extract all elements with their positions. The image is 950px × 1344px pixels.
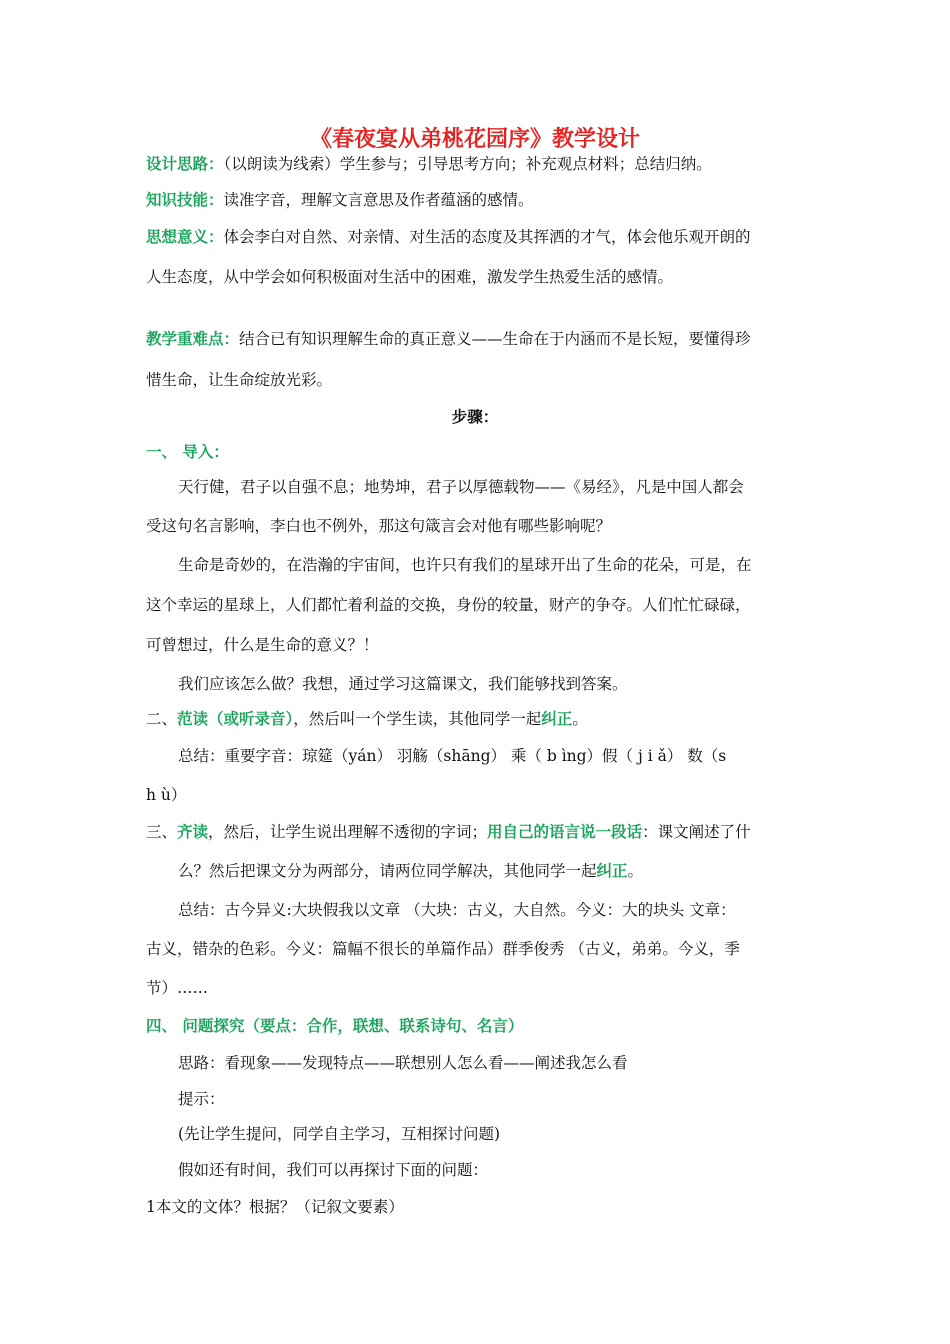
step3-summary-line2: 古义，错杂的色彩。今义：篇幅不很长的单篇作品）群季俊秀 （古义，弟弟。今义，季 [146, 940, 740, 958]
step3-highlight-3: 纠正 [596, 861, 628, 880]
step1-heading: 一、 导入： [146, 442, 229, 461]
knowledge-line [146, 188, 534, 210]
step3-text-1: ，然后，让学生说出理解不透彻的字词； [208, 823, 488, 841]
step2-number: 二、 [146, 710, 178, 728]
step3-highlight-1: 齐读 [177, 822, 209, 841]
design-idea-text: （以朗读为线索）学生参与；引导思考方向；补充观点材料；总结归纳。 [223, 155, 712, 173]
key-point-text-1: 结合已有知识理解生命的真正意义——生命在于内涵而不是长短，要懂得珍 [239, 330, 751, 348]
step1-paragraph1-line1: 天行健，君子以自强不息；地势坤，君子以厚德载物——《易经》，凡是中国人都会 [178, 478, 744, 496]
design-idea-line [146, 152, 712, 174]
step2-text-1: ，然后叫一个学生读，其他同学一起 [293, 710, 542, 728]
step1-paragraph2-line1: 生命是奇妙的，在浩瀚的宇宙间，也许只有我们的星球开出了生命的花朵，可是，在 [178, 556, 752, 574]
step4-extra: 假如还有时间，我们可以再探讨下面的问题： [178, 1161, 489, 1179]
step2-highlight-1: 范读（或听录音） [177, 709, 294, 728]
step3-number: 三、 [146, 823, 178, 841]
step1-paragraph3: 我们应该怎么做？我想，通过学习这篇课文，我们能够找到答案。 [178, 675, 628, 693]
key-point-line-2: 惜生命，让生命绽放光彩。 [146, 371, 333, 389]
thought-text-1: 体会李白对自然、对亲情、对生活的态度及其挥洒的才气，体会他乐观开朗的 [223, 228, 751, 246]
step3-line-2 [178, 859, 643, 881]
thought-line-2: 人生态度，从中学会如何积极面对生活中的困难，激发学生热爱生活的感情。 [146, 268, 674, 286]
document-title: 《春夜宴从弟桃花园序》教学设计 [309, 126, 640, 152]
step4-hint: 提示： [178, 1090, 225, 1108]
step4-question-1: 1本文的文体？根据？（记叙文要素） [146, 1198, 404, 1216]
thought-label: 思想意义： [146, 227, 224, 246]
step2-summary-line2: h ù） [146, 786, 187, 804]
step4-idea: 思路：看现象——发现特点——联想别人怎么看——阐述我怎么看 [178, 1054, 628, 1072]
step2-end: 。 [572, 710, 588, 728]
step3-text-2: ：课文阐述了什 [642, 823, 751, 841]
steps-heading: 步骤： [451, 407, 499, 426]
step2-line [146, 707, 588, 729]
knowledge-text: 读准字音，理解文言意思及作者蕴涵的感情。 [223, 191, 534, 209]
step1-paragraph2-line3: 可曾想过，什么是生命的意义？！ [146, 636, 379, 654]
design-idea-label: 设计思路： [146, 154, 224, 173]
step4-heading: 四、 问题探究（要点：合作，联想、联系诗句、名言） [146, 1016, 524, 1035]
step3-line-1 [146, 820, 751, 842]
step4-note: (先让学生提问，同学自主学习，互相探讨问题) [178, 1125, 501, 1143]
key-point-label: 教学重难点： [146, 329, 240, 348]
step3-end: 。 [627, 862, 644, 880]
step3-summary-line3: 节）…… [146, 979, 209, 997]
step2-summary-line1: 总结：重要字音：琼筵（yán） 羽觞（shāng） 乘（ b ìng）假（ j i ǎ） 数（s [178, 747, 727, 765]
step3-line2-text: 么？然后把课文分为两部分，请两位同学解决，其他同学一起 [178, 862, 597, 880]
step1-paragraph2-line2: 这个幸运的星球上，人们都忙着利益的交换，身份的较量，财产的争夺。人们忙忙碌碌， [146, 596, 751, 614]
step3-summary-line1: 总结：古今异义:大块假我以文章 （大块：古义，大自然。今义：大的块头 文章： [178, 901, 736, 919]
knowledge-label: 知识技能： [146, 190, 224, 209]
thought-line-1 [146, 225, 751, 247]
key-point-line-1 [146, 327, 751, 349]
step3-highlight-2: 用自己的语言说一段话 [487, 822, 643, 841]
step1-paragraph1-line2: 受这句名言影响，李白也不例外，那这句箴言会对他有哪些影响呢？ [146, 517, 612, 535]
step2-highlight-2: 纠正 [541, 709, 573, 728]
